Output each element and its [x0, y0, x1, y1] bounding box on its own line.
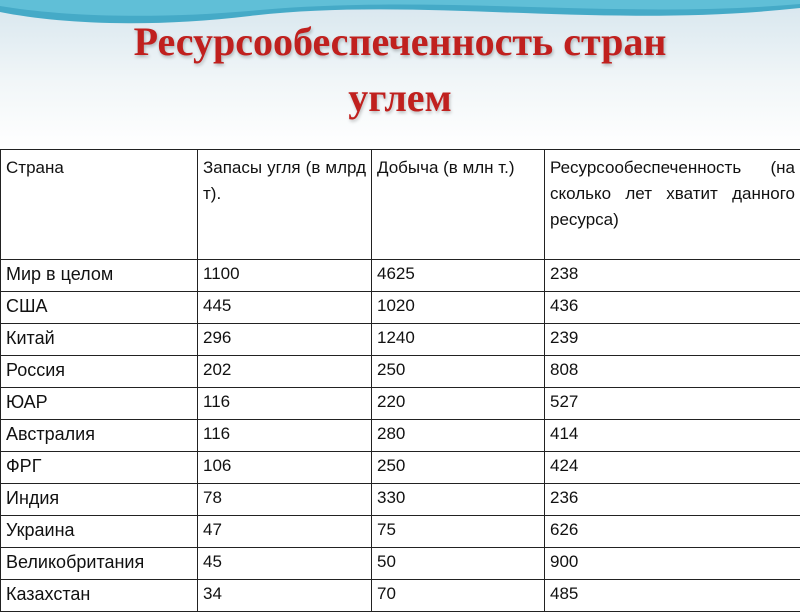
cell-sufficiency: 808	[545, 356, 800, 388]
header-reserves: Запасы угля (в млрд т).	[198, 150, 372, 260]
title-line-1: Ресурсообеспеченность стран	[0, 14, 800, 70]
cell-country: Китай	[1, 324, 198, 356]
cell-production: 75	[372, 516, 545, 548]
cell-production: 220	[372, 388, 545, 420]
cell-reserves: 296	[198, 324, 372, 356]
cell-production: 250	[372, 452, 545, 484]
cell-sufficiency: 414	[545, 420, 800, 452]
cell-country: Украина	[1, 516, 198, 548]
slide-header	[0, 0, 800, 148]
table-row	[1, 516, 800, 548]
cell-reserves: 1100	[198, 260, 372, 292]
cell-sufficiency: 238	[545, 260, 800, 292]
title-line-2: углем	[0, 70, 800, 126]
cell-country: США	[1, 292, 198, 324]
cell-production: 50	[372, 548, 545, 580]
header-production: Добыча (в млн т.)	[372, 150, 545, 260]
cell-sufficiency: 424	[545, 452, 800, 484]
table-row	[1, 324, 800, 356]
cell-sufficiency: 900	[545, 548, 800, 580]
table-header-row	[1, 150, 800, 260]
cell-reserves: 116	[198, 420, 372, 452]
cell-production: 70	[372, 580, 545, 612]
cell-production: 1020	[372, 292, 545, 324]
cell-production: 330	[372, 484, 545, 516]
cell-country: ФРГ	[1, 452, 198, 484]
cell-country: Индия	[1, 484, 198, 516]
cell-reserves: 202	[198, 356, 372, 388]
coal-resources-table	[0, 149, 800, 612]
table-row	[1, 580, 800, 612]
cell-sufficiency: 626	[545, 516, 800, 548]
cell-country: Казахстан	[1, 580, 198, 612]
table-row	[1, 452, 800, 484]
cell-country: ЮАР	[1, 388, 198, 420]
cell-production: 1240	[372, 324, 545, 356]
cell-reserves: 106	[198, 452, 372, 484]
cell-reserves: 34	[198, 580, 372, 612]
table-row	[1, 388, 800, 420]
cell-country: Великобритания	[1, 548, 198, 580]
cell-production: 280	[372, 420, 545, 452]
header-country: Страна	[1, 150, 198, 260]
cell-sufficiency: 436	[545, 292, 800, 324]
page-title	[0, 14, 800, 126]
cell-sufficiency: 485	[545, 580, 800, 612]
cell-reserves: 116	[198, 388, 372, 420]
cell-sufficiency: 527	[545, 388, 800, 420]
table-row	[1, 292, 800, 324]
cell-country: Мир в целом	[1, 260, 198, 292]
cell-reserves: 45	[198, 548, 372, 580]
cell-production: 250	[372, 356, 545, 388]
header-sufficiency: Ресурсообеспеченность (на сколько лет хватит данного ресурса)	[545, 150, 800, 260]
cell-reserves: 78	[198, 484, 372, 516]
cell-sufficiency: 239	[545, 324, 800, 356]
table-row	[1, 548, 800, 580]
table-row	[1, 356, 800, 388]
cell-country: Россия	[1, 356, 198, 388]
cell-country: Австралия	[1, 420, 198, 452]
cell-reserves: 445	[198, 292, 372, 324]
table-row	[1, 484, 800, 516]
cell-sufficiency: 236	[545, 484, 800, 516]
table-row	[1, 260, 800, 292]
cell-production: 4625	[372, 260, 545, 292]
table-row	[1, 420, 800, 452]
cell-reserves: 47	[198, 516, 372, 548]
